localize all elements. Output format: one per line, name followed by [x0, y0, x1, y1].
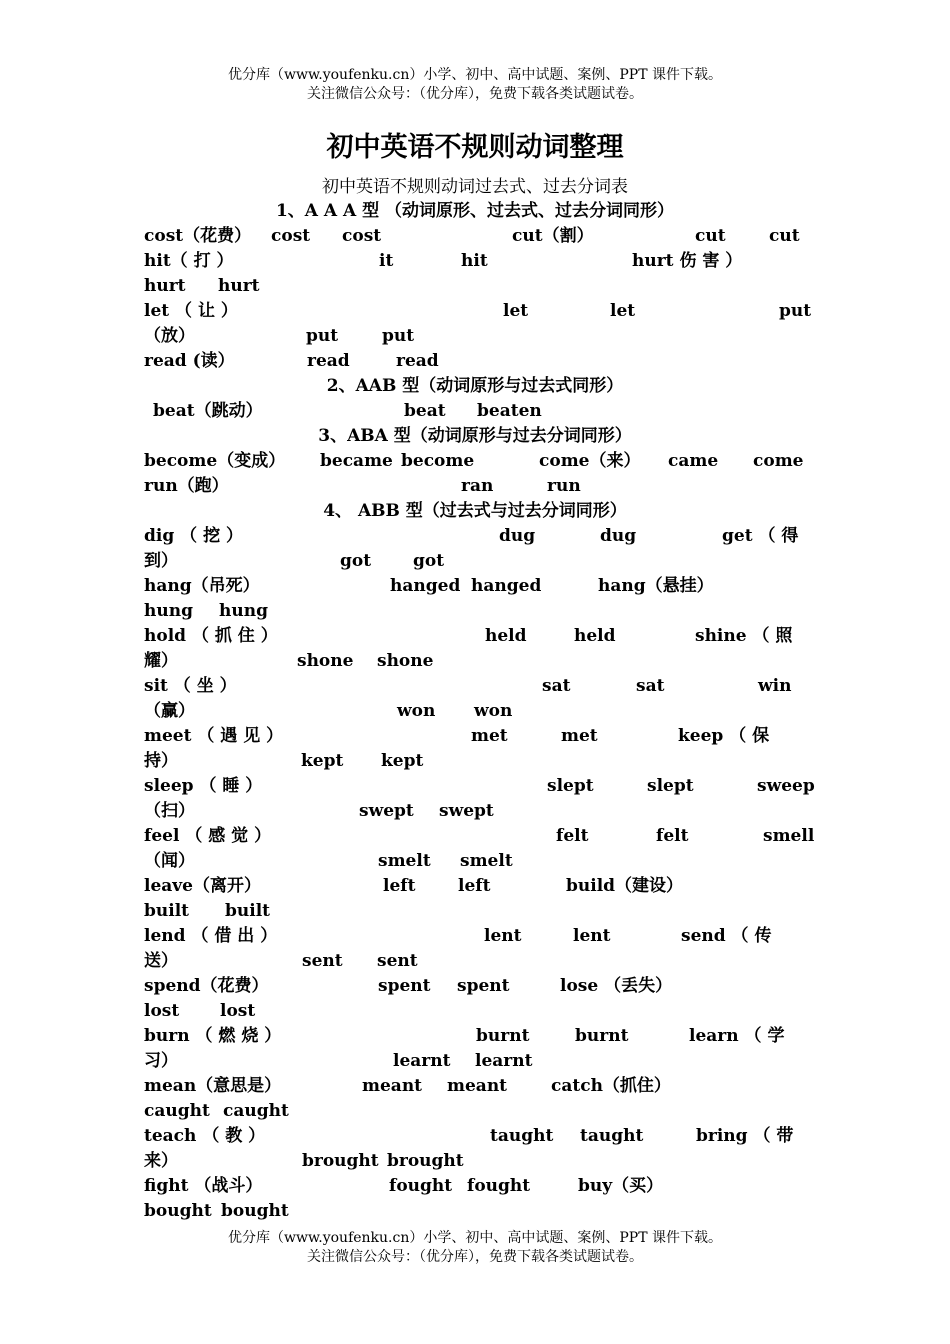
verb-cell: swept	[439, 801, 494, 821]
verb-cell: learn （ 学	[689, 1026, 785, 1046]
verb-cell: slept	[547, 776, 594, 796]
verb-cell: become	[401, 451, 475, 471]
verb-cell: meant	[447, 1076, 508, 1096]
header-line-2: 关注微信公众号：（优分库），免费下载各类试题试卷。	[307, 86, 643, 102]
verb-cell: sent	[302, 951, 343, 971]
verb-cell: lend （ 借 出 ）	[144, 926, 278, 946]
verb-cell: shone	[377, 651, 434, 671]
verb-row	[144, 224, 806, 249]
verb-cell: come	[753, 451, 804, 471]
verb-cell: cost	[271, 226, 311, 246]
verb-cell: teach （ 教 ）	[144, 1126, 266, 1146]
verb-cell: run（跑）	[144, 476, 229, 496]
section-heading: 1、A A A 型 （动词原形、过去式、过去分词同形）	[275, 201, 675, 221]
verb-cell: shone	[297, 651, 354, 671]
verb-cell: bought	[144, 1201, 212, 1221]
verb-cell: learnt	[393, 1051, 451, 1071]
verb-cell: hang（悬挂）	[598, 576, 714, 596]
verb-cell: fought	[467, 1176, 531, 1196]
verb-cell: spent	[457, 976, 510, 996]
verb-cell: （放）	[144, 326, 195, 346]
verb-row	[144, 924, 806, 974]
verb-cell: learnt	[475, 1051, 533, 1071]
verb-cell: lent	[484, 926, 522, 946]
verb-cell: 持）	[144, 751, 178, 771]
verb-cell: burnt	[575, 1026, 629, 1046]
verb-cell: kept	[381, 751, 424, 771]
verb-cell: hurt	[218, 276, 260, 296]
verb-row	[144, 1074, 806, 1124]
verb-cell: swept	[359, 801, 414, 821]
section-heading: 3、ABA 型（动词原形与过去分词同形）	[318, 426, 632, 446]
footer-line-2: 关注微信公众号：（优分库），免费下载各类试题试卷。	[307, 1249, 643, 1265]
verb-row	[144, 774, 815, 824]
verb-cell: caught	[144, 1101, 210, 1121]
verb-cell: buy（买）	[578, 1176, 664, 1196]
verb-cell: left	[458, 876, 491, 896]
verb-cell: 来）	[144, 1151, 178, 1171]
verb-cell: brought	[302, 1151, 379, 1171]
verb-cell: 到）	[144, 551, 178, 571]
verb-cell: send （ 传	[681, 926, 772, 946]
verb-cell: become（变成）	[144, 451, 286, 471]
verb-row	[144, 1174, 806, 1224]
verb-cell: beat（跳动）	[153, 401, 263, 421]
verb-cell: get （ 得	[722, 526, 799, 546]
section-heading: 2、AAB 型（动词原形与过去式同形）	[326, 376, 624, 396]
verb-cell: sit （ 坐 ）	[144, 676, 237, 696]
verb-cell: lost	[220, 1001, 256, 1021]
verb-cell: got	[413, 551, 445, 571]
verb-cell: put	[779, 301, 812, 321]
verb-cell: cut	[695, 226, 726, 246]
verb-cell: dig （ 挖 ）	[144, 526, 243, 546]
verb-cell: （赢）	[144, 701, 195, 721]
verb-cell: meant	[362, 1076, 423, 1096]
verb-cell: fight （战斗）	[144, 1176, 263, 1196]
verb-cell: cost（花费）	[144, 226, 252, 246]
verb-row	[144, 874, 806, 924]
verb-cell: held	[574, 626, 616, 646]
verb-cell: built	[225, 901, 271, 921]
verb-cell: ran	[461, 476, 494, 496]
verb-cell: read (读）	[144, 351, 235, 371]
verb-cell: felt	[656, 826, 689, 846]
verb-cell: 耀）	[144, 651, 178, 671]
verb-row	[144, 974, 806, 1024]
verb-cell: mean（意思是）	[144, 1076, 282, 1096]
verb-cell: beaten	[477, 401, 542, 421]
verb-cell: smelt	[378, 851, 431, 871]
verb-cell: hung	[219, 601, 268, 621]
verb-cell: slept	[647, 776, 694, 796]
verb-cell: caught	[223, 1101, 289, 1121]
verb-cell: win	[758, 676, 792, 696]
verb-cell: hit（ 打 ）	[144, 251, 234, 271]
footer-line-1: 优分库（www.youfenku.cn）小学、初中、高中试题、案例、PPT 课件下载。	[227, 1230, 722, 1246]
verb-cell: burn （ 燃 烧 ）	[144, 1026, 282, 1046]
verb-cell: felt	[556, 826, 589, 846]
verb-cell: smell	[763, 826, 815, 846]
verb-cell: hanged	[471, 576, 542, 596]
verb-cell: cut	[769, 226, 800, 246]
verb-cell: hit	[461, 251, 488, 271]
page-title: 初中英语不规则动词整理	[326, 132, 624, 163]
verb-cell: cut（割）	[512, 226, 594, 246]
verb-cell: 习）	[144, 1051, 178, 1071]
verb-cell: met	[561, 726, 598, 746]
verb-cell: came	[668, 451, 719, 471]
verb-cell: sent	[377, 951, 418, 971]
verb-cell: met	[471, 726, 508, 746]
verb-cell: let （ 让 ）	[144, 301, 238, 321]
verb-row	[144, 399, 806, 424]
verb-cell: spend（花费）	[144, 976, 269, 996]
verb-cell: catch（抓住）	[551, 1076, 671, 1096]
verb-cell: come（来）	[539, 451, 641, 471]
verb-row	[144, 249, 806, 299]
verb-cell: dug	[600, 526, 637, 546]
verb-cell: hold （ 抓 住 ）	[144, 626, 278, 646]
verb-cell: sleep （ 睡 ）	[144, 776, 263, 796]
verb-cell: （扫）	[144, 801, 195, 821]
verb-row	[144, 1124, 806, 1174]
verb-cell: dug	[499, 526, 536, 546]
verb-cell: hanged	[390, 576, 461, 596]
verb-cell: became	[320, 451, 393, 471]
verb-cell: hung	[144, 601, 193, 621]
verb-cell: smelt	[460, 851, 513, 871]
verb-cell: got	[340, 551, 372, 571]
verb-row	[144, 299, 812, 349]
verb-table	[144, 199, 815, 1224]
verb-row	[144, 449, 806, 499]
verb-cell: spent	[378, 976, 431, 996]
verb-cell: （闻）	[144, 851, 195, 871]
verb-cell: sat	[636, 676, 665, 696]
verb-cell: bring （ 带	[696, 1126, 794, 1146]
verb-cell: hurt 伤 害 ）	[632, 251, 743, 271]
verb-cell: keep （ 保	[678, 726, 770, 746]
verb-cell: burnt	[476, 1026, 530, 1046]
verb-cell: won	[474, 701, 513, 721]
verb-row	[144, 349, 806, 374]
verb-cell: put	[306, 326, 339, 346]
verb-row	[144, 674, 806, 724]
verb-cell: feel （ 感 觉 ）	[144, 826, 272, 846]
verb-cell: built	[144, 901, 190, 921]
verb-cell: won	[397, 701, 436, 721]
verb-cell: hang（吊死）	[144, 576, 260, 596]
verb-cell: read	[396, 351, 439, 371]
verb-cell: 送）	[144, 951, 178, 971]
verb-row	[144, 724, 806, 774]
verb-cell: taught	[580, 1126, 644, 1146]
verb-cell: brought	[387, 1151, 464, 1171]
verb-cell: lost	[144, 1001, 180, 1021]
verb-cell: read	[307, 351, 350, 371]
verb-row	[144, 824, 815, 874]
verb-cell: meet （ 遇 见 ）	[144, 726, 284, 746]
verb-cell: left	[383, 876, 416, 896]
verb-row	[144, 574, 806, 624]
verb-row	[144, 624, 806, 674]
verb-cell: sat	[542, 676, 571, 696]
header-line-1: 优分库（www.youfenku.cn）小学、初中、高中试题、案例、PPT 课件下载。	[227, 67, 722, 83]
verb-cell: kept	[301, 751, 344, 771]
section-heading: 4、 ABB 型（过去式与过去分词同形）	[323, 501, 627, 521]
verb-cell: sweep	[757, 776, 815, 796]
verb-cell: let	[503, 301, 529, 321]
verb-cell: it	[379, 251, 394, 271]
verb-cell: cost	[342, 226, 382, 246]
verb-cell: run	[547, 476, 581, 496]
verb-cell: leave（离开）	[144, 876, 261, 896]
verb-row	[144, 524, 806, 574]
verb-cell: lose （丢失）	[560, 976, 673, 996]
verb-cell: bought	[221, 1201, 289, 1221]
verb-cell: fought	[389, 1176, 453, 1196]
verb-row	[144, 1024, 806, 1074]
verb-cell: lent	[573, 926, 611, 946]
verb-cell: build（建设）	[566, 876, 684, 896]
verb-cell: beat	[404, 401, 446, 421]
verb-cell: shine （ 照	[695, 626, 793, 646]
verb-cell: let	[610, 301, 636, 321]
page-subtitle: 初中英语不规则动词过去式、过去分词表	[322, 177, 628, 197]
verb-cell: taught	[490, 1126, 554, 1146]
verb-cell: held	[485, 626, 527, 646]
verb-cell: put	[382, 326, 415, 346]
verb-cell: hurt	[144, 276, 186, 296]
